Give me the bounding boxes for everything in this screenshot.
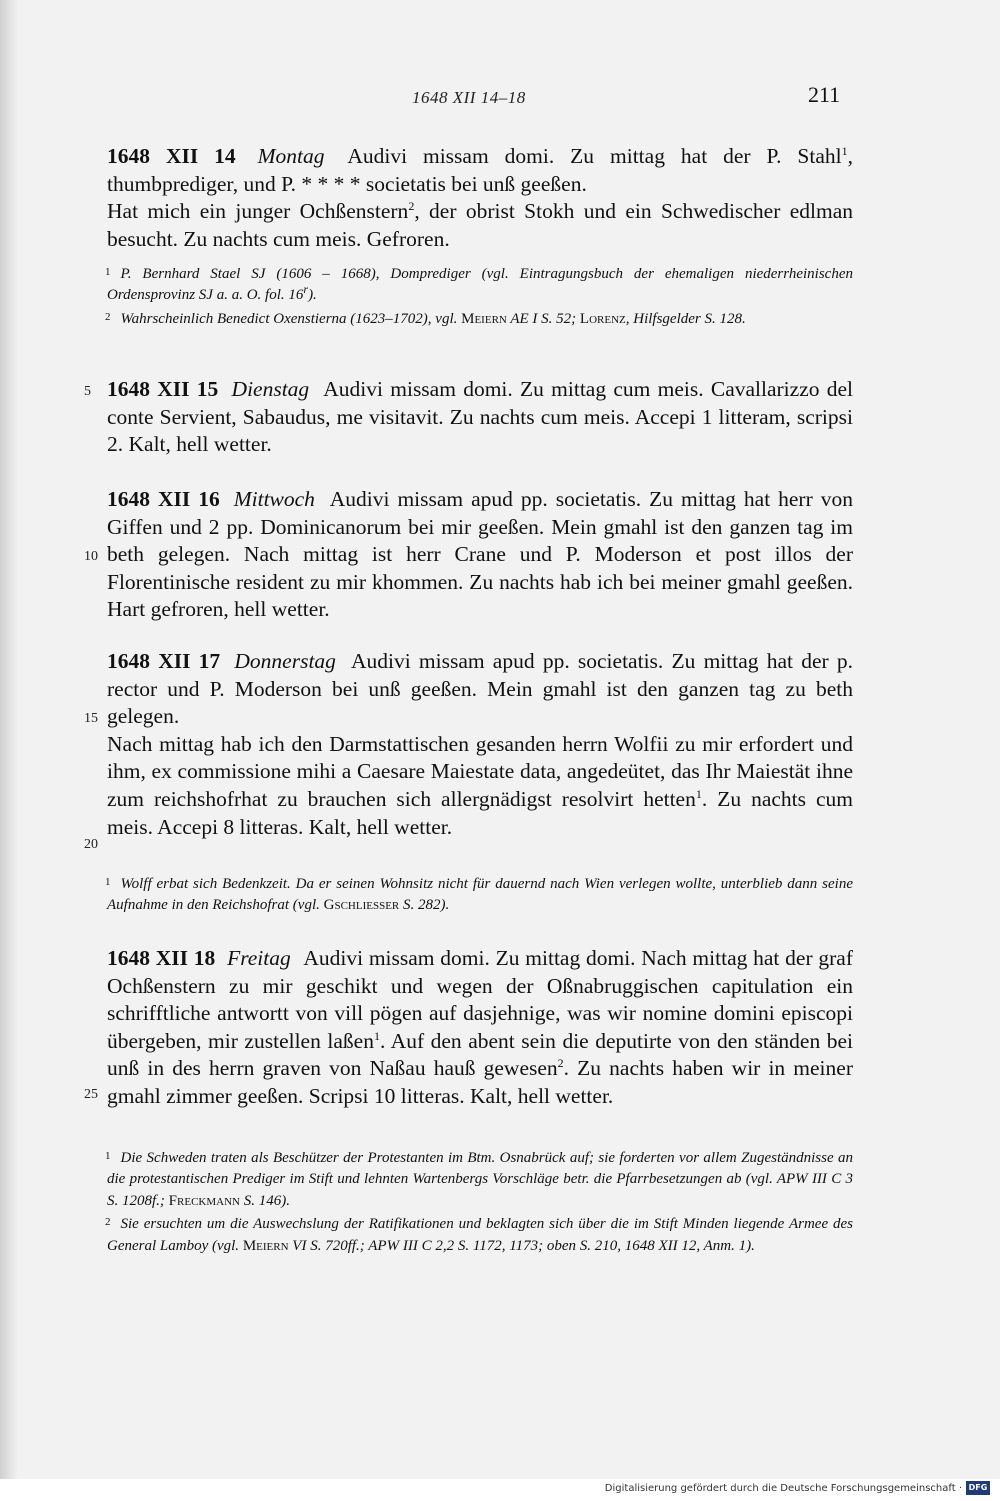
footnote-mark: 1 [841,143,848,158]
footnote-text: P. Bernhard Stael SJ (1606 – 1668), Domprediger (vgl. Eintragungsbuch der ehemaligen niederrheinischen Ordensprovinz SJ a. a. O. fol. 16 [107,266,853,304]
entry-text: Audivi missam domi. Zu mittag cum meis. Cavallarizzo del conte Servient, Sabaudus, me visitavit. Zu nachts cum meis. Accepi 1 litteram, scripsi 2. Kalt, hell wetter. [107,377,854,457]
footnote-text: Wahrscheinlich Benedict Oxenstierna (1623–1702), vgl. [120,310,458,327]
entry-date: 1648 XII 15 [107,377,219,401]
footnote-number: 2 [105,1216,111,1229]
entry-weekday: Donnerstag [234,649,336,673]
footnote-mark: 1 [373,1028,380,1043]
footnotes-1648-xii-14 [107,262,853,330]
page-number: 211 [808,82,841,107]
entry-date: 1648 XII 18 [107,946,216,970]
line-number: 10 [84,549,98,564]
footnote-number: 2 [105,310,111,323]
line-number: 15 [84,711,98,726]
footnote-text: AE I S. 52; [510,310,577,327]
running-header-title: 1648 XII 14–18 [412,88,526,107]
footnote-text: S. 282). [403,897,450,914]
footnote-text: ). [308,287,317,304]
footnote-text: S. 146). [243,1192,290,1209]
entry-text: . Auf den abent sein die deputirte von den ständen bei unß in des herrn graven von Naßau hauß gewesen [107,1028,854,1081]
entry-text: Hat mich ein junger Ochßenstern [107,199,409,224]
entry-text: , der obrist Stokh und ein Schwedischer edlman besucht. Zu nachts cum meis. Gefroren. [107,199,853,251]
footnote-mark: 2 [557,1056,564,1071]
page-edge-shadow [0,0,18,1501]
entry-weekday: Montag [257,144,325,168]
entry-1648-xii-14: 1648 XII 14 Montag Audivi missam domi. Zu mittag hat der P. Stahl$^1$, thumbprediger, und P. * * * * societatis bei unß geeßen. Hat mich ein junger Ochßenstern$^2$, der obrist Stokh und ein Schwedischer edlman besucht. Zu nachts cum meis. Gefroren. [107,143,853,251]
entry-text: . Zu nachts haben wir in meiner gmahl zimmer geeßen. Scripsi 10 litteras. Kalt, hell wetter. [107,1056,853,1108]
entry-text: Nach mittag hab ich den Darmstattischen gesanden herrn Wolfii zu mir erfordert und ihm, ex commissione mihi a Caesare Maiestate data, angedeütet, das Ihr Maiestät ihne zum reichshofrhat zu brauchen sich allergnädigst resolvirt hetten [107,731,853,811]
entry-text: Audivi missam domi. Zu mittag domi. Nach mittag hat der graf Ochßenstern zu mir geschikt und wegen der Oßnabruggischen capitulation ein schrifftliche antwortt von vill pögen auf dasjehnige, was wir nomine domini episcopi übergeben, mir zustellen laßen [107,946,853,1053]
funding-footer: Digitalisierung gefördert durch die Deutsche Forschungsgemeinschaft · [604,1483,962,1494]
line-number: 20 [84,837,98,852]
entry-1648-xii-17 [107,648,853,841]
author-name: Freckmann [168,1192,240,1209]
author-name: Meiern [461,310,507,327]
footnote-text: VI S. 720ff.; APW III C 2,2 S. 1172, 1173; oben S. 210, 1648 XII 12, Anm. 1). [292,1237,755,1254]
entry-weekday: Dienstag [231,377,310,401]
author-name: Meiern [242,1237,289,1254]
entry-1648-xii-18 [107,945,853,1111]
entry-text: Audivi missam apud pp. societatis. Zu mittag hat der p. rector und P. Moderson bei unß geeßen. Mein gmahl ist den ganzen tag zu beth gelegen. [107,649,853,729]
footnote-number: 1 [105,1150,111,1162]
entry-text: Audivi missam domi. Zu mittag hat der P. Stahl [347,144,842,168]
entry-1648-xii-15 [107,376,853,459]
footnote-text: Wolff erbat sich Bedenkzeit. Da er seinen Wohnsitz nicht für dauernd nach Wien verlegen wollte, unterblieb dann seine Aufnahme in den Reichshofrat (vgl. [107,876,853,914]
author-name: Gschliesser [323,897,400,914]
author-name: Lorenz [579,310,626,327]
footnote-number: 1 [105,266,111,278]
footnote-mark: 1 [695,786,702,801]
footnote-number: 1 [105,876,111,888]
entry-text: Audivi missam apud pp. societatis. Zu mittag hat herr von Giffen und 2 pp. Dominicanorum bei mir geeßen. Mein gmahl ist den ganzen tag im beth gelegen. Nach mittag ist herr Crane und P. Moderson et post illos der Florentinische resident zu mir khommen. Zu nachts hab ich bei meiner gmahl geeßen. Hart gefroren, hell wetter. [107,487,853,622]
superscript: r [303,282,309,297]
entry-weekday: Mittwoch [233,487,315,511]
footnote-text: Die Schweden traten als Beschützer der Protestanten im Btm. Osnabrück auf; sie forderten vor allem Zugeständnisse an die protestantischen Prediger im Stift und lehnten Wartenbergs Vorschläge betr. die Pfarrbesetzungen ab (vgl. APW III C 3 S. 1208f.; [107,1150,853,1209]
footnote-mark: 2 [408,199,415,214]
entry-1648-xii-16 [107,486,853,624]
entry-text: . Zu nachts cum meis. Accepi 8 litteras. Kalt, hell wetter. [107,786,853,839]
entry-date: 1648 XII 14 [107,144,236,168]
dfg-logo-icon: DFG [966,1481,990,1495]
entry-text: thumbprediger, und P. * * * * societatis bei unß geeßen. [107,171,587,196]
entry-date: 1648 XII 16 [107,487,220,511]
footnote-text: Sie ersuchten um die Auswechslung der Ratifikationen und beklagten sich über die im Stift Minden liegende Armee des General Lamboy (vgl. [107,1216,853,1254]
footnotes-1648-xii-18 [107,1146,853,1257]
entry-weekday: Freitag [227,946,291,970]
line-number: 25 [84,1087,98,1102]
entry-date: 1648 XII 17 [107,649,221,673]
footnotes-1648-xii-17 [107,872,853,917]
line-number: 5 [84,384,91,399]
footnote-text: , Hilfsgelder S. 128. [625,310,746,327]
